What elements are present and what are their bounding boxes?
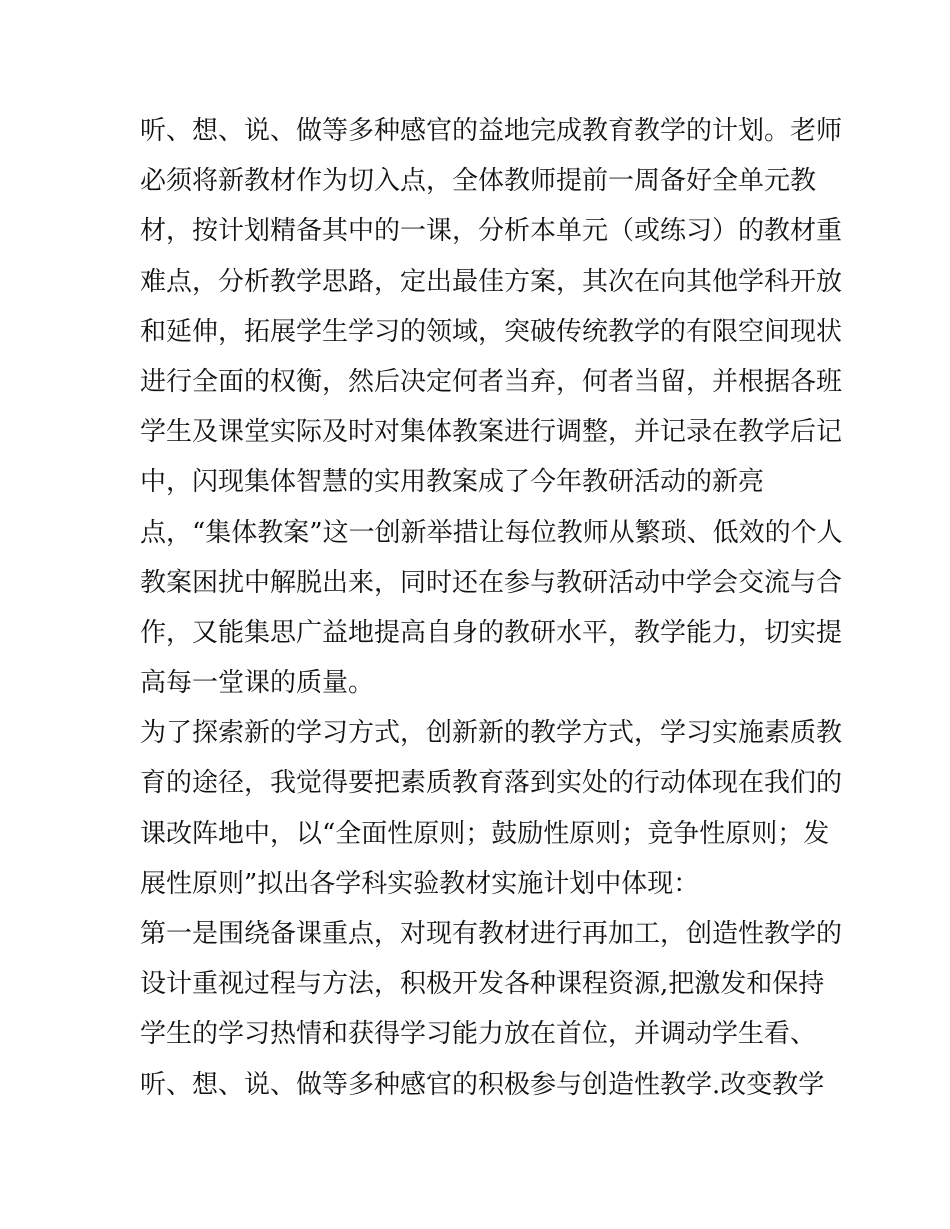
text-line: 教案困扰中解脱出来，同时还在参与教研活动中学会交流与合: [140, 567, 843, 598]
text-line: 点，“集体教案”这一创新举措让每位教师从繁琐、低效的个人: [140, 517, 843, 548]
text-line: 中，闪现集体智慧的实用教案成了今年教研活动的新亮: [140, 467, 765, 498]
text-line: 和延伸，拓展学生学习的领域，突破传统教学的有限空间现状: [140, 316, 843, 347]
text-line: 高每一堂课的质量。: [140, 668, 375, 699]
text-line: 必须将新教材作为切入点，全体教师提前一周备好全单元教: [140, 166, 817, 197]
text-line: 课改阵地中，以“全面性原则；鼓励性原则；竞争性原则；发: [140, 818, 830, 849]
text-line: 进行全面的权衡，然后决定何者当弃，何者当留，并根据各班: [140, 366, 843, 397]
text-line: 育的途径，我觉得要把素质教育落到实处的行动体现在我们的: [140, 768, 843, 799]
text-line: 为了探索新的学习方式，创新新的教学方式，学习实施素质教: [140, 718, 843, 749]
document-body: [140, 106, 843, 1110]
text-line: 材，按计划精备其中的一课，分析本单元（或练习）的教材重: [140, 216, 843, 247]
text-line: 学生的学习热情和获得学习能力放在首位，并调动学生看、: [140, 1019, 817, 1050]
text-line: 难点，分析教学思路，定出最佳方案，其次在向其他学科开放: [140, 266, 843, 297]
text-line: 第一是围绕备课重点，对现有教材进行再加工，创造性教学的: [140, 919, 843, 949]
text-line: 作，又能集思广益地提高自身的教研水平，教学能力，切实提: [140, 617, 843, 648]
text-line: 听、想、说、做等多种感官的益地完成教育教学的计划。老师: [140, 116, 843, 146]
text-line: 学生及课堂实际及时对集体教案进行调整，并记录在教学后记: [140, 417, 843, 448]
text-line: 听、想、说、做等多种感官的积极参与创造性教学.改变教学: [140, 1069, 825, 1100]
text-line: 设计重视过程与方法，积极开发各种课程资源,把激发和保持: [140, 969, 825, 1000]
text-line: 展性原则”拟出各学科实验教材实施计划中体现：: [140, 868, 700, 899]
